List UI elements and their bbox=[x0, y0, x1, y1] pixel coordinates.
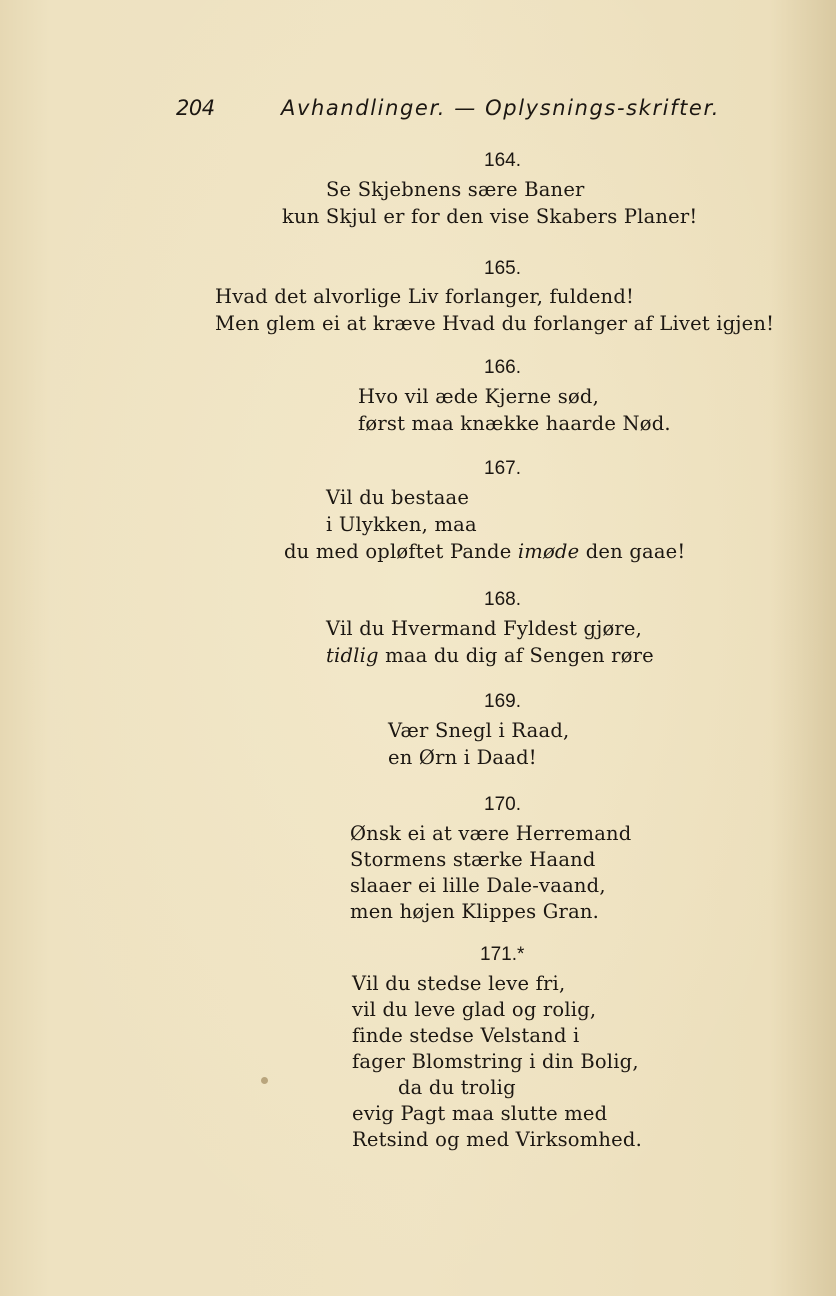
paper-speck bbox=[261, 1077, 268, 1084]
verse-number: 166. bbox=[484, 357, 521, 378]
verse-line: Retsind og med Virksomhed. bbox=[352, 1128, 643, 1151]
verse-text: maa du dig af Sengen røre bbox=[378, 644, 654, 667]
page-number: 204 bbox=[176, 96, 215, 120]
verse-line: kun Skjul er for den vise Skabers Planer! bbox=[282, 205, 698, 228]
verse-line: Se Skjebnens sære Baner bbox=[326, 178, 585, 201]
verse-line: finde stedse Velstand i bbox=[352, 1024, 580, 1047]
verse-line: Vil du bestaae bbox=[326, 486, 470, 509]
verse-line: evig Pagt maa slutte med bbox=[352, 1102, 608, 1125]
verse-number: 164. bbox=[484, 150, 521, 171]
page-header bbox=[0, 96, 836, 130]
verse-line: Men glem ei at kræve Hvad du forlanger af Livet igjen! bbox=[215, 312, 775, 335]
verse-line: fager Blomstring i din Bolig, bbox=[352, 1050, 639, 1073]
verse-number: 167. bbox=[484, 458, 521, 479]
verse-number: 171.* bbox=[480, 944, 525, 965]
verse-line: en Ørn i Daad! bbox=[388, 746, 537, 769]
verse-line: slaaer ei lille Dale-vaand, bbox=[350, 874, 606, 897]
verse-number: 168. bbox=[484, 589, 521, 610]
verse-line: Vil du stedse leve fri, bbox=[352, 972, 566, 995]
verse-line bbox=[284, 540, 685, 563]
verse-number: 165. bbox=[484, 258, 521, 279]
verse-line: Hvad det alvorlige Liv forlanger, fuldend! bbox=[215, 285, 635, 308]
verse-line: Hvo vil æde Kjerne sød, bbox=[358, 385, 599, 408]
verse-line bbox=[326, 644, 654, 667]
emphasized-word: imøde bbox=[517, 540, 580, 563]
verse-text: du med opløftet Pande bbox=[284, 540, 518, 563]
verse-line: i Ulykken, maa bbox=[326, 513, 477, 536]
verse-line: Vil du Hvermand Fyldest gjøre, bbox=[326, 617, 643, 640]
emphasized-word: tidlig bbox=[326, 644, 379, 667]
verse-line: Vær Snegl i Raad, bbox=[388, 719, 570, 742]
running-title: Avhandlinger. — Oplysnings-skrifter. bbox=[281, 96, 721, 120]
verse-number: 170. bbox=[484, 794, 521, 815]
verse-line: men højen Klippes Gran. bbox=[350, 900, 600, 923]
verse-line: først maa knække haarde Nød. bbox=[358, 412, 671, 435]
verse-line: da du trolig bbox=[398, 1076, 516, 1099]
verse-line: Ønsk ei at være Herremand bbox=[350, 822, 632, 845]
verse-number: 169. bbox=[484, 691, 521, 712]
verse-line: vil du leve glad og rolig, bbox=[352, 998, 597, 1021]
verse-text: den gaae! bbox=[579, 540, 686, 563]
verse-line: Stormens stærke Haand bbox=[350, 848, 596, 871]
